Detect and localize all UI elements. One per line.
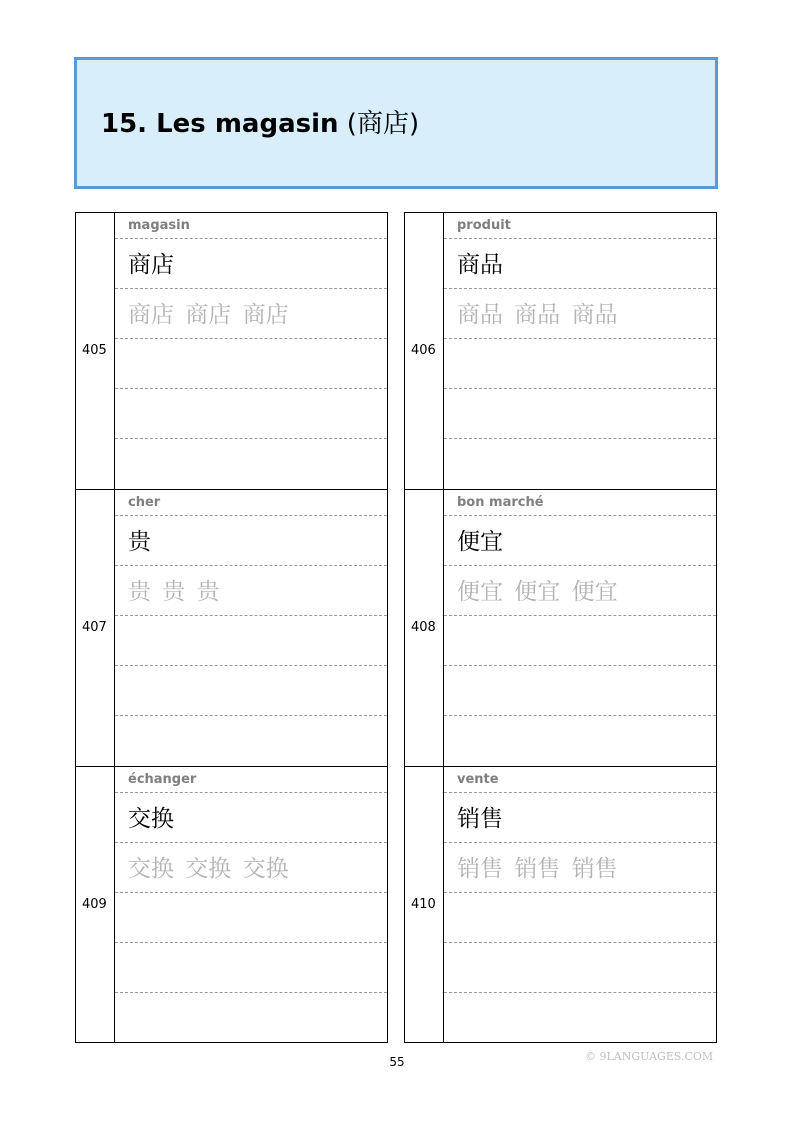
page-title-translation: (商店) [338,109,420,139]
number-column [76,213,115,489]
number-column [405,767,444,1042]
french-word: produit [457,218,511,233]
word-row [444,516,716,566]
word-row [444,793,716,843]
vocab-card [404,489,717,766]
vocab-number: 410 [411,897,436,912]
copyright-notice: © 9LANGUAGES.COM [585,1050,714,1063]
trace-text: 贵 贵 贵 [128,579,220,605]
writing-line [115,389,387,439]
chinese-word: 商店 [128,252,174,278]
trace-text: 商品 商品 商品 [457,302,618,328]
practice-lines [444,767,716,1042]
vocab-number: 407 [82,620,107,635]
trace-text: 销售 销售 销售 [457,856,618,882]
vocab-number: 409 [82,897,107,912]
number-column [76,490,115,766]
practice-lines [115,213,387,489]
trace-row [444,843,716,893]
writing-line [115,666,387,716]
page-number: 55 [389,1055,405,1069]
label-row [444,490,716,516]
label-row [444,767,716,793]
label-row [115,213,387,239]
practice-lines [115,490,387,766]
vocab-card [404,212,717,489]
chinese-word: 交换 [128,806,174,832]
page-title-main: 15. Les magasin [101,109,339,139]
number-column [76,767,115,1042]
writing-line [444,993,716,1044]
vocab-number: 406 [411,343,436,358]
french-word: échanger [128,772,197,787]
writing-line [444,439,716,490]
chinese-word: 销售 [457,806,503,832]
word-row [115,516,387,566]
writing-line [444,716,716,767]
page-title [101,106,419,142]
french-word: magasin [128,218,190,233]
writing-line [115,616,387,666]
trace-text: 商店 商店 商店 [128,302,289,328]
chinese-word: 贵 [128,529,151,555]
writing-line [115,339,387,389]
number-column [405,213,444,489]
writing-line [115,716,387,767]
trace-text: 交换 交换 交换 [128,856,289,882]
vocab-number: 408 [411,620,436,635]
writing-line [444,339,716,389]
writing-line [444,893,716,943]
writing-line [115,893,387,943]
vocab-card [75,489,388,766]
writing-line [115,943,387,993]
trace-row [444,566,716,616]
french-word: cher [128,495,161,510]
word-row [115,793,387,843]
writing-line [444,943,716,993]
trace-row [115,566,387,616]
french-word: vente [457,772,499,787]
vocab-number: 405 [82,343,107,358]
number-column [405,490,444,766]
word-row [444,239,716,289]
label-row [444,213,716,239]
writing-line [115,993,387,1044]
practice-lines [444,213,716,489]
writing-line [115,439,387,490]
trace-row [115,843,387,893]
label-row [115,767,387,793]
vocab-card [75,212,388,489]
writing-line [444,666,716,716]
practice-lines [115,767,387,1042]
practice-lines [444,490,716,766]
vocab-card [404,766,717,1043]
word-row [115,239,387,289]
trace-row [444,289,716,339]
trace-row [115,289,387,339]
writing-line [444,616,716,666]
vocab-card [75,766,388,1043]
french-word: bon marché [457,495,544,510]
label-row [115,490,387,516]
trace-text: 便宜 便宜 便宜 [457,579,618,605]
title-banner [74,57,718,189]
chinese-word: 便宜 [457,529,503,555]
writing-line [444,389,716,439]
chinese-word: 商品 [457,252,503,278]
